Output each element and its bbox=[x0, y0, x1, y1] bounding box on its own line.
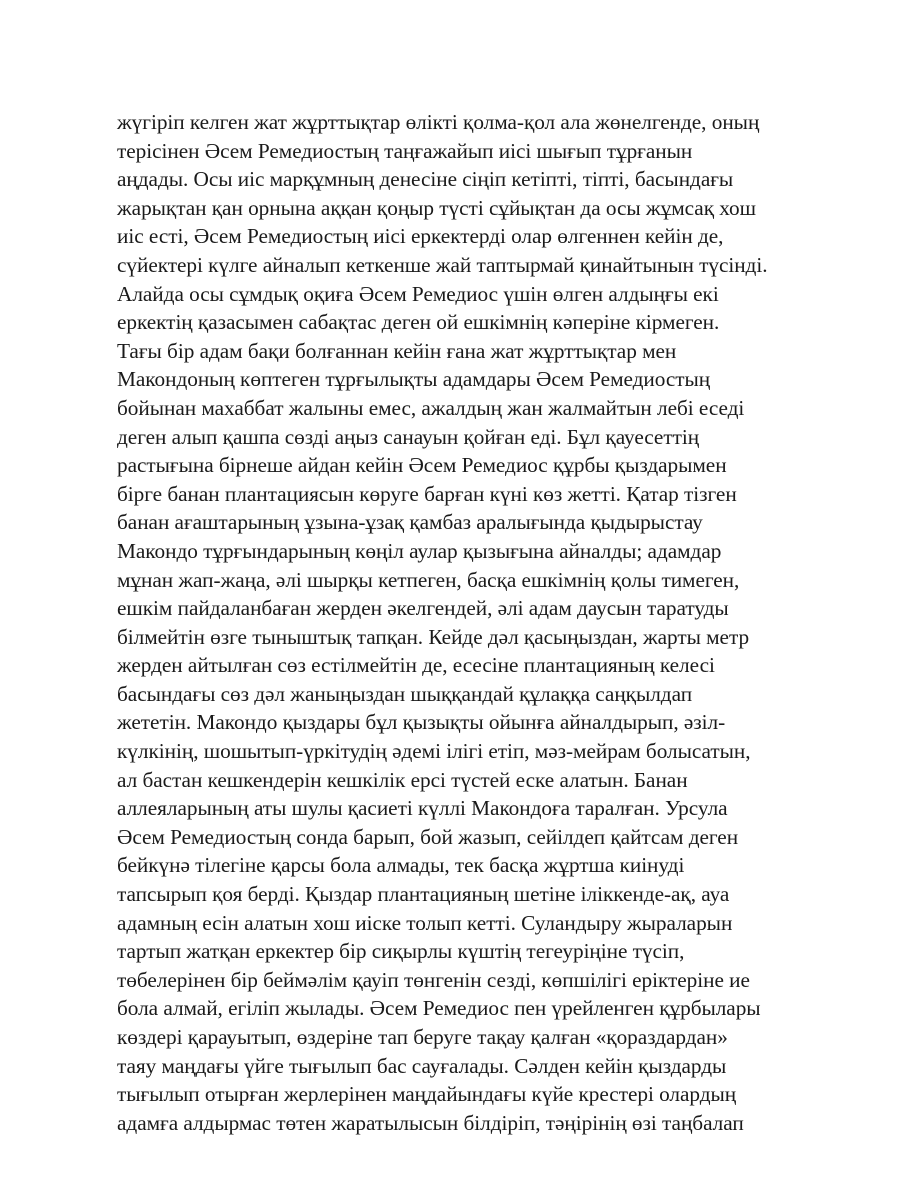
text-line: бойынан махаббат жалыны емес, ажалдың жан жалмайтын лебі еседі bbox=[117, 395, 745, 420]
text-line: бола алмай, егіліп жылады. Әсем Ремедиос пен үрейленген құрбылары bbox=[117, 996, 761, 1021]
text-line: терісінен Әсем Ремедиостың таңғажайып иісі шығып тұрғанын bbox=[117, 138, 693, 163]
text-line: тартып жатқан еркектер бір сиқырлы күштің тегеуріңіне түсіп, bbox=[117, 939, 685, 964]
text-line: басындағы сөз дәл жаныңыздан шыққандай құлаққа саңқылдап bbox=[117, 681, 693, 706]
text-line: растығына бірнеше айдан кейін Әсем Ремедиос құрбы қыздарымен bbox=[117, 453, 727, 478]
text-line: Әсем Ремедиостың сонда барып, бой жазып, сейілдеп қайтсам деген bbox=[117, 824, 739, 849]
text-line: иіс есті, Әсем Ремедиостың иісі еркектерді олар өлгеннен кейін де, bbox=[117, 224, 724, 249]
text-line: мұнан жап-жаңа, әлі шырқы кетпеген, басқа ешкімнің қолы тимеген, bbox=[117, 567, 740, 592]
text-line: бейкүнә тілегіне қарсы бола алмады, тек басқа жұртша киінуді bbox=[117, 853, 685, 878]
text-line: Макондо тұрғындарының көңіл аулар қызығына айналды; адамдар bbox=[117, 538, 722, 563]
text-line: ал бастан кешкендерін кешкілік ерсі түстей еске алатын. Банан bbox=[117, 767, 688, 792]
text-line: төбелерінен бір беймәлім қауіп төнгенін сезді, көпшілігі еріктеріне ие bbox=[117, 967, 750, 992]
text-line: жететін. Макондо қыздары бұл қызықты ойынға айналдырып, әзіл- bbox=[117, 710, 726, 735]
text-line: банан ағаштарының ұзына-ұзақ қамбаз аралығында қыдырыстау bbox=[117, 510, 703, 535]
text-line: көздері қарауытып, өздеріне тап беруге тақау қалған «қораздардан» bbox=[117, 1025, 728, 1049]
text-line: еркектің қазасымен сабақтас деген ой ешкімнің кәперіне кірмеген. bbox=[117, 310, 720, 335]
text-line: жарықтан қан орнына аққан қоңыр түсті сұйықтан да осы жұмсақ хош bbox=[117, 195, 756, 220]
text-line: білмейтін өзге тыныштық тапқан. Кейде дәл қасыңыздан, жарты метр bbox=[117, 624, 750, 649]
text-line: адамның есін алатын хош иіске толып кетті. Суландыру жыраларын bbox=[117, 910, 733, 935]
text-line: аллеяларының аты шулы қасиеті күллі Макондоға таралған. Урсула bbox=[117, 796, 728, 821]
text-line: Макондоның көптеген тұрғылықты адамдары Әсем Ремедиостың bbox=[117, 367, 711, 392]
text-line: ешкім пайдаланбаған жерден әкелгендей, әлі адам даусын таратуды bbox=[117, 596, 729, 621]
text-line: тапсырып қоя берді. Қыздар плантацияның шетіне іліккенде-ақ, ауа bbox=[117, 882, 730, 907]
body-text bbox=[117, 108, 817, 1137]
text-line: деген алып қашпа сөзді аңыз санауын қойған еді. Бұл қауесеттің bbox=[117, 424, 700, 449]
text-line: жүгіріп келген жат жұрттықтар өлікті қолма-қол ала жөнелгенде, оның bbox=[117, 110, 760, 134]
text-line: жерден айтылған сөз естілмейтін де, есесіне плантацияның келесі bbox=[117, 653, 715, 678]
text-line: күлкінің, шошытып-үркітудің әдемі ілігі етіп, мәз-мейрам болысатын, bbox=[117, 739, 751, 764]
text-line: тығылып отырған жерлерінен маңдайындағы күйе крестері олардың bbox=[117, 1082, 737, 1107]
text-line: сүйектері күлге айналып кеткенше жай таптырмай қинайтынын түсінді. bbox=[117, 252, 768, 277]
text-line: аңдады. Осы иіс марқұмның денесіне сіңіп кетіпті, тіпті, басындағы bbox=[117, 167, 734, 192]
text-line: бірге банан плантациясын көруге барған күні көз жетті. Қатар тізген bbox=[117, 481, 737, 506]
text-line: Тағы бір адам бақи болғаннан кейін ғана жат жұрттықтар мен bbox=[117, 338, 677, 363]
text-line: Алайда осы сұмдық оқиға Әсем Ремедиос үшін өлген алдыңғы екі bbox=[117, 281, 719, 306]
text-line: таяу маңдағы үйге тығылып бас сауғалады. Сәлден кейін қыздарды bbox=[117, 1053, 727, 1078]
text-line: адамға алдырмас төтен жаратылысын білдіріп, тәңірінің өзі таңбалап bbox=[117, 1110, 744, 1135]
